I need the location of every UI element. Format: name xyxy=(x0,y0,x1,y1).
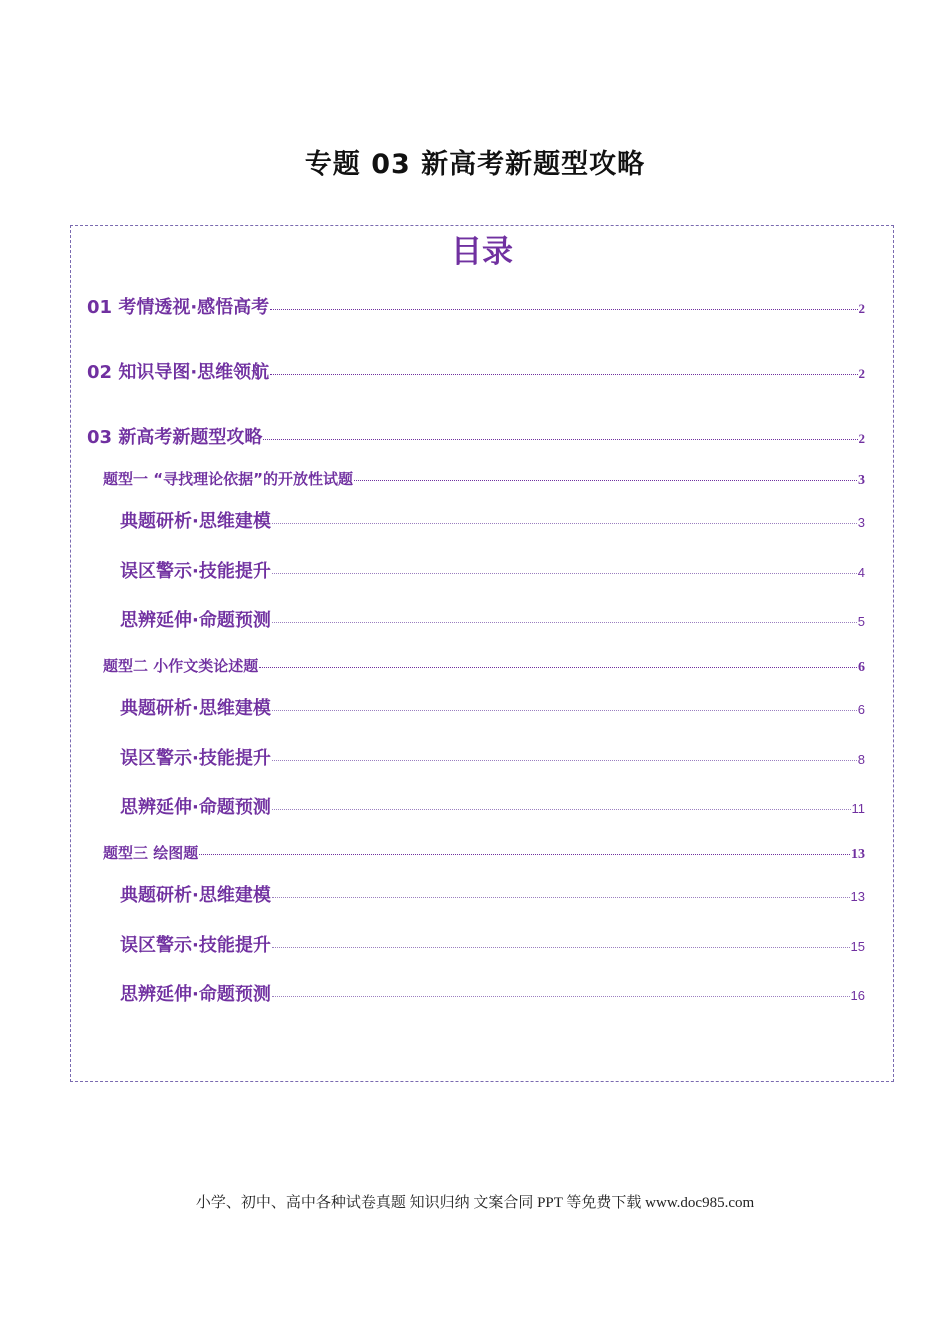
dot-leader xyxy=(270,374,857,375)
toc-entry-label: 思辨延伸·命题预测 xyxy=(120,984,271,1005)
toc-entry-page: 2 xyxy=(858,366,865,381)
toc-entry[interactable] xyxy=(120,793,865,819)
toc-entry[interactable] xyxy=(120,507,865,533)
dot-leader xyxy=(272,622,857,623)
toc-entry-page: 3 xyxy=(858,473,865,488)
toc-entry-label: 思辨延伸·命题预测 xyxy=(120,797,271,818)
toc-entry-label: 题型三 绘图题 xyxy=(103,844,199,862)
toc-entry-label: 误区警示·技能提升 xyxy=(120,748,271,769)
toc-entry-label: 题型一 “寻找理论依据”的开放性试题 xyxy=(103,470,353,488)
footer-text: 小学、初中、高中各种试卷真题 知识归纳 文案合同 PPT 等免费下载 www.doc985.com xyxy=(195,1195,755,1211)
dot-leader xyxy=(272,573,857,574)
toc-entry[interactable] xyxy=(120,557,865,583)
toc-entry-page: 5 xyxy=(857,614,865,629)
toc-entry[interactable] xyxy=(120,694,865,720)
toc-entry[interactable] xyxy=(120,881,865,907)
toc-entry-page: 4 xyxy=(857,565,865,580)
toc-entry-label: 典题研析·思维建模 xyxy=(120,698,271,719)
dot-leader xyxy=(272,947,850,948)
toc-entry[interactable] xyxy=(103,468,865,489)
toc-entry[interactable] xyxy=(120,980,865,1006)
toc-entry[interactable] xyxy=(120,744,865,770)
dot-leader xyxy=(272,710,857,711)
toc-entry-page: 11 xyxy=(851,801,865,816)
dot-leader xyxy=(272,897,850,898)
toc-entry[interactable] xyxy=(120,931,865,957)
toc-entry-page: 13 xyxy=(850,889,865,904)
toc-entry-label: 题型二 小作文类论述题 xyxy=(103,657,259,675)
toc-entry[interactable] xyxy=(103,655,865,676)
toc-entry-page: 3 xyxy=(857,515,865,530)
toc-entry-page: 2 xyxy=(858,431,865,446)
dot-leader xyxy=(270,309,857,310)
dot-leader xyxy=(199,854,850,855)
toc-entry-page: 2 xyxy=(858,301,865,316)
toc-entry[interactable] xyxy=(87,423,865,449)
toc-entry[interactable] xyxy=(87,358,865,384)
toc-entry-label: 03 新高考新题型攻略 xyxy=(87,427,263,448)
toc-entry[interactable] xyxy=(103,842,865,863)
toc-entry-page: 8 xyxy=(857,752,865,767)
toc-entry-label: 思辨延伸·命题预测 xyxy=(120,610,271,631)
toc-entry-label: 01 考情透视·感悟高考 xyxy=(87,297,270,318)
dot-leader xyxy=(272,809,851,810)
toc-entry-page: 16 xyxy=(850,988,865,1003)
toc-entry-label: 误区警示·技能提升 xyxy=(120,935,271,956)
dot-leader xyxy=(272,760,857,761)
document-title: 专题 03 新高考新题型攻略 xyxy=(304,149,646,180)
toc-entry-page: 6 xyxy=(857,702,865,717)
toc-entry-label: 02 知识导图·思维领航 xyxy=(87,362,270,383)
toc-entry-label: 典题研析·思维建模 xyxy=(120,511,271,532)
dot-leader xyxy=(272,523,857,524)
toc-entry[interactable] xyxy=(120,606,865,632)
toc-entry-page: 6 xyxy=(858,660,865,675)
dot-leader xyxy=(263,439,857,440)
dot-leader xyxy=(354,480,857,481)
toc-entry-page: 15 xyxy=(850,939,865,954)
toc-heading: 目录 xyxy=(451,234,513,270)
toc-entry-label: 误区警示·技能提升 xyxy=(120,561,271,582)
toc-entry-label: 典题研析·思维建模 xyxy=(120,885,271,906)
toc-entry-page: 13 xyxy=(851,847,865,862)
dot-leader xyxy=(272,996,850,997)
dot-leader xyxy=(259,667,857,668)
table-of-contents xyxy=(70,225,894,1082)
toc-entry[interactable] xyxy=(87,293,865,319)
